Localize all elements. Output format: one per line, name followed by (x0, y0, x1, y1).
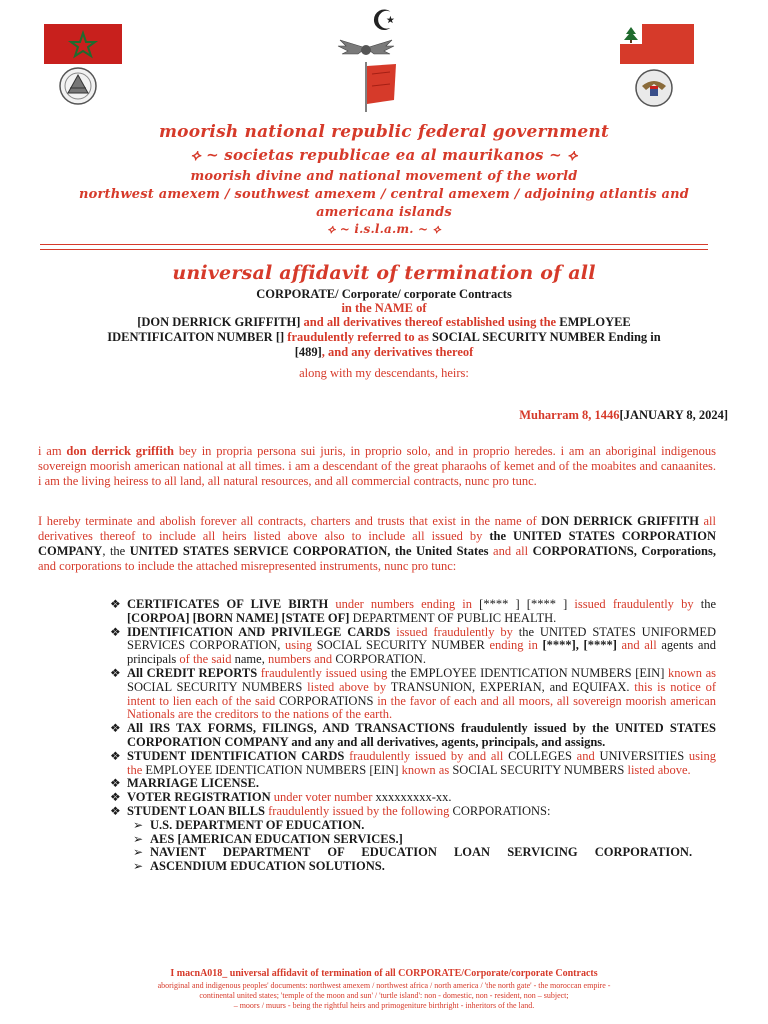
org-name-line: moorish national republic federal government (158, 122, 610, 142)
footer-doc-id: I macnA018_ universal affidavit of termination of all CORPORATE/Corporate/corporate Contracts (170, 968, 598, 979)
title-subline-2: in the NAME of (341, 301, 427, 315)
org-latin-line: ⟡ ~ societas republicae ea al maurikanos ~ ⟡ (190, 146, 578, 164)
sub-list-item: ➢ U.S. DEPARTMENT OF EDUCATION. (133, 817, 365, 832)
pyramid-seal-icon (58, 66, 98, 106)
islam-line: ⟡ ~ i.s.l.a.m. ~ ⟡ (327, 222, 441, 236)
list-item: ❖ All CREDIT REPORTS fraudulently issued using the EMPLOYEE IDENTICATION NUMBERS [EIN] known as SOCIAL SECURITY NUMBERS listed above by TRANSUNION, EXPERIAN, and EQUIFAX. this is notice of intent to lien each of the said CORPORATIONS in the favor of each and all moors, all sovereign moorish american Nationals are the creditors to the nations of the earth. (110, 665, 717, 722)
list-item: ❖ IDENTIFICATION AND PRIVILEGE CARDS issued fraudulently by the UNITED STATES UNIFORMED SERVICES CORPORATION, using SOCIAL SECURITY NUMBER ending in [****], [****] and all agents and principals of the said name, numbers and CORPORATION. (110, 624, 716, 667)
regions-line-2: americana islands (316, 205, 452, 220)
regions-line: northwest amexem / southwest amexem / central amexem / adjoining atlantis and (78, 187, 690, 202)
list-item: ❖ All IRS TAX FORMS, FILINGS, AND TRANSACTIONS fraudulently issued by the UNITED STATES CORPORATION COMPANY and any and all derivatives, agents, principals, and assigns. (110, 721, 716, 749)
eagle-wings-icon (336, 34, 396, 60)
footer-line-3: continental united states; 'temple of the moon and sun' / 'turtle island': non - domestic, non - resident, non – subject; (199, 991, 569, 1000)
header-divider-top (40, 244, 708, 245)
header-divider-bottom (40, 249, 708, 250)
list-item: ❖ CERTIFICATES OF LIVE BIRTH under numbers ending in [**** ] [**** ] issued fraudulently by the [CORPOA] [BORN NAME] [STATE OF] DEPARTMENT OF PUBLIC HEALTH. (110, 597, 716, 625)
title-subline-3: [DON DERRICK GRIFFITH] and all derivatives thereof established using the EMPLOYEE IDENTIFICAITON NUMBER [] fraudulently referred to as SOCIAL SECURITY NUMBER Ending in [489], and any derivatives thereof (107, 315, 661, 359)
document-date: Muharram 8, 1446[JANUARY 8, 2024] (519, 408, 728, 422)
footer-line-2: aboriginal and indigenous peoples' documents: northwest amexem / northwest africa / north america / 'the north gate' - the moroccan empire - (157, 981, 611, 990)
pine-tree-flag-icon (620, 24, 694, 64)
red-banner-icon (360, 62, 400, 112)
document-title: universal affidavit of termination of all (172, 262, 596, 284)
title-subline-1: CORPORATE/ Corporate/ corporate Contracts (256, 287, 512, 301)
declaration-paragraph: i am don derrick griffith bey in propria persona sui juris, in proprio solo, and in proprio heredes. i am an aboriginal indigenous sovereign moorish american national at all times. i am a descendant of the great pharaohs of kemet and of the moabites and canaanites. i am the living heiress to all land, all natural resources, and all commercial contracts, nunc pro tunc. (38, 444, 716, 488)
instruments-list (110, 598, 716, 874)
moroccan-flag-icon (44, 24, 122, 64)
movement-line: moorish divine and national movement of the world (190, 169, 578, 184)
list-item: ❖ VOTER REGISTRATION under voter number xxxxxxxxx-xx. (110, 790, 452, 805)
list-item: ❖ MARRIAGE LICENSE. (110, 776, 259, 791)
great-seal-icon (632, 68, 676, 108)
termination-paragraph: I hereby terminate and abolish forever all contracts, charters and trusts that exist in the name of DON DERRICK GRIFFITH all derivatives thereof to include all heirs listed above also to include all issued by the UNITED STATES CORPORATION COMPANY, the UNITED STATES SERVICE CORPORATION, the United States and all CORPORATIONS, Corporations, and corporations to include the attached misrepresented instruments, nunc pro tunc: (38, 514, 716, 573)
descendants-line: along with my descendants, heirs: (299, 366, 469, 380)
sub-list-item: ➢ NAVIENT DEPARTMENT OF EDUCATION LOAN SERVICING CORPORATION. (133, 845, 693, 860)
footer-line-4: – moors / muurs - being the rightful heirs and primogeniture birthright - inheritors of the land. (233, 1001, 535, 1010)
sub-list-item: ➢ ASCENDIUM EDUCATION SOLUTIONS. (133, 859, 385, 874)
list-item: ❖ STUDENT IDENTIFICATION CARDS fraudulently issued by and all COLLEGES and UNIVERSITIES using the EMPLOYEE IDENTICATION NUMBERS [EIN] known as SOCIAL SECURITY NUMBERS listed above. (110, 748, 716, 777)
list-item: ❖ STUDENT LOAN BILLS fraudulently issued by the following CORPORATIONS: ➢ U.S. DEPARTMENT OF EDUCATION. ➢ AES [AMERICAN EDUCATION SERVICES.] ➢ NAVIENT DEPARTMENT OF EDUCATION LOAN SERVICING CORPORATION. ➢ ASCENDIUM EDUCATION SOLUTIONS. (110, 805, 716, 874)
sub-list-item: ➢ AES [AMERICAN EDUCATION SERVICES.] (133, 831, 403, 846)
crescent-icon: ☪ (371, 6, 397, 37)
